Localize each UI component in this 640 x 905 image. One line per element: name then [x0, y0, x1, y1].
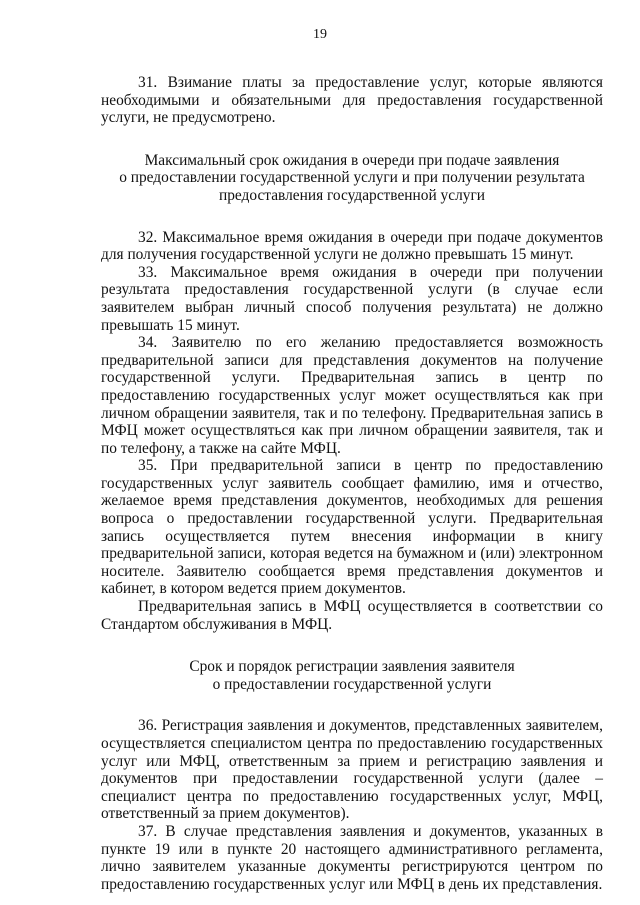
paragraph-34: 34. Заявителю по его желанию предоставляется возможность предварительной записи для представления документов на получение государственной услуги. Предварительная запись в центр по предоставлению государственных услуг может осуществляться как при личном обращении заявителя, так и по телефону. Предварительная запись в МФЦ может осуществляться как при личном обращении заявителя, так и по телефону, а также на сайте МФЦ. [101, 334, 603, 457]
paragraph-36: 36. Регистрация заявления и документов, представленных заявителем, осуществляется специалистом центра по предоставлению государственных услуг или МФЦ, ответственным за прием и регистрацию заявления и документов при предоставлении государственной услуги (далее – специалист центра по предоставлению государственных услуг, МФЦ, ответственный за прием документов). [101, 717, 603, 823]
heading-line: предоставления государственной услуги [218, 186, 485, 204]
section-heading-registration [101, 658, 603, 693]
paragraph-31: 31. Взимание платы за предоставление услуг, которые являются необходимыми и обязательными для предоставления государственной услуги, не предусмотрено. [101, 74, 603, 127]
paragraph-32: 32. Максимальное время ожидания в очереди при подаче документов для получения государственной услуги не должно превышать 15 минут. [101, 228, 603, 264]
page-number: 19 [313, 27, 327, 42]
spacer [101, 205, 603, 229]
spacer [101, 127, 603, 152]
heading-line: Срок и порядок регистрации заявления заявителя [189, 658, 515, 676]
section-heading-waiting-time [101, 152, 603, 205]
paragraph-37: 37. В случае представления заявления и документов, указанных в пункте 19 или в пункте 20 настоящего административного регламента, лично заявителем указанные документы регистрируются центром по предоставлению государственных услуг или МФЦ в день их представления. [101, 822, 603, 893]
spacer [101, 693, 603, 717]
heading-line: о предоставлении государственной услуги и при получении результата [119, 169, 585, 187]
heading-line: о предоставлении государственной услуги [212, 675, 492, 693]
paragraph-mfc-appointment: Предварительная запись в МФЦ осуществляется в соответствии со Стандартом обслуживания в МФЦ. [101, 598, 603, 633]
heading-line: Максимальный срок ожидания в очереди при подаче заявления [144, 151, 560, 169]
spacer [101, 633, 603, 658]
document-body [101, 74, 603, 893]
paragraph-35: 35. При предварительной записи в центр по предоставлению государственных услуг заявитель сообщает фамилию, имя и отчество, желаемое время представления документов, необходимых для решения вопроса о предоставлении государственной услуги. Предварительная запись осуществляется путем внесения информации в книгу предварительной записи, которая ведется на бумажном и (или) электронном носителе. Заявителю сообщается время представления документов и кабинет, в котором ведется прием документов. [101, 457, 603, 598]
paragraph-33: 33. Максимальное время ожидания в очереди при получении результата предоставления государственной услуги (в случае если заявителем выбран личный способ получения результата) не должно превышать 15 минут. [101, 263, 603, 334]
